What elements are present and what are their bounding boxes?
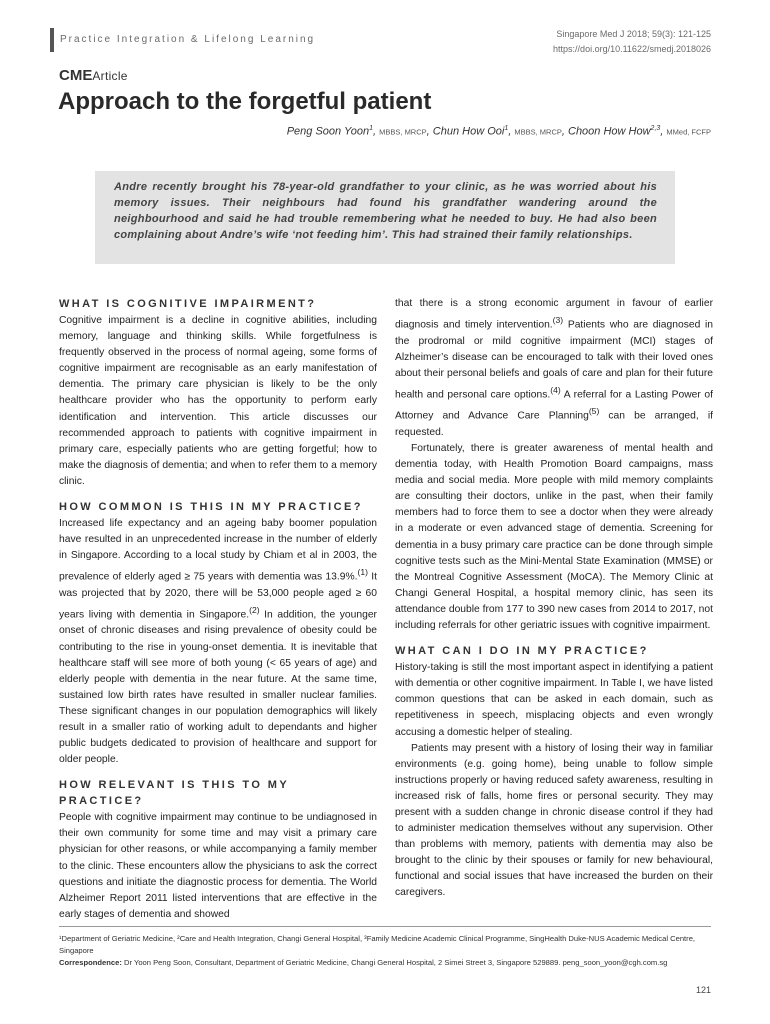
author-name: Chun How Ooi (432, 125, 505, 138)
doi-link[interactable]: https://doi.org/10.11622/smedj.2018026 (553, 44, 711, 54)
paragraph-text: Patients who are diagnosed in the prodromal or mild cognitive impairment (MCI) stages of Alzheimer’s disease can be encouraged to talk with their loved ones about their personal beliefs and goals of care and plan for their future health and personal care options. (395, 319, 713, 401)
section-heading: HOW COMMON IS THIS IN MY PRACTICE? (59, 501, 363, 514)
affiliations-footnote: ¹Department of Geriatric Medicine, ²Care and Health Integration, Changi General Hospital, ³Family Medicine Academic Clinical Programme, SingHealth Duke-NUS Academic Medical Centre, Singapore (59, 934, 696, 955)
paragraph: Patients may present with a history of losing their way in familiar environments (e.g. going home), being unable to follow simple instructions properly or having reduced safety awareness, resulting in increased risk of falls, home fires or personal security. They may present with a sudden change in chronic disease control if they had to administer medication themselves without any supervision. Other than problems with memory, patients with dementia may also be brought to the clinic by their spouses or family for new behavioural, functional and social issues that have increased the burden on their caregivers. (395, 742, 713, 899)
citation-ref[interactable]: (3) (552, 315, 564, 326)
right-column (395, 296, 713, 902)
citation-ref[interactable]: (5) (588, 406, 600, 417)
author-list: Peng Soon Yoon$^1$, MBBS, MRCP, Chun How Ooi$^1$, MBBS, MRCP, Choon How How$^{2,3}$, MMed, FCFP (286, 125, 711, 138)
section-heading: HOW RELEVANT IS THIS TO MY PRACTICE? (59, 779, 289, 808)
case-vignette-text: Andre recently brought his 78-year-old grandfather to your clinic, as he was worried about his memory issues. Their neighbours had found his grandfather wandering around the neighbourhood and said he had trouble remembering what he needed to buy. He had also been complaining about Andre’s wife ‘not feeding him’. This had strained their family relationships. (114, 181, 657, 241)
paragraph-text: Increased life expectancy and an ageing baby boomer population have resulted in an unprecedented increase in the number of elderly in Singapore. According to a local study by Chiam et al in 2003, the prevalence of elderly aged ≥ 75 years with dementia was 13.9%. (59, 518, 377, 583)
journal-citation (553, 27, 711, 57)
header-accent-bar (50, 28, 54, 52)
left-column (59, 296, 377, 923)
author-degrees: MBBS, MRCP (514, 127, 562, 137)
article-title: Approach to the forgetful patient (58, 88, 432, 115)
author-degrees: MMed, FCFP (666, 127, 711, 137)
paragraph: History-taking is still the most important aspect in identifying a patient with dementia or other cognitive impairment. In Table I, we have listed common questions that can be asked in each domain, such as repetitiveness in speech, misplacing objects and even wrongly accusing a domestic helper of stealing. (395, 662, 713, 738)
correspondence-text: Dr Yoon Peng Soon, Consultant, Department of Geriatric Medicine, Changi General Hospital, 2 Simei Street 3, Singapore 529889. peng_soon_yoon@cgh.com.sg (121, 958, 668, 967)
page-number: 121 (695, 985, 711, 995)
correspondence-label: Correspondence: (59, 958, 122, 967)
paragraph (59, 516, 377, 768)
paragraph-text: A referral for a Lasting Power of Attorney and Advance Care Planning (395, 389, 713, 422)
footer-divider (59, 926, 711, 927)
section-heading: WHAT CAN I DO IN MY PRACTICE? (395, 645, 649, 658)
citation-ref[interactable]: (4) (550, 384, 561, 395)
author-name: Choon How How (568, 125, 651, 138)
citation-ref[interactable]: (1) (357, 567, 368, 578)
paragraph: People with cognitive impairment may continue to be undiagnosed in their own community for some time and may visit a primary care physician for other reasons, or while accompanying a family member to the clinic. These encounters allow the physicians to ask the correct questions and initiate the diagnostic process for dementia. The World Alzheimer Report 2011 listed interventions that are effective in the early stages of dementia and showed (59, 812, 377, 920)
journal-reference: Singapore Med J 2018; 59(3): 121-125 (556, 29, 711, 39)
paragraph (395, 296, 713, 441)
author-affiliation: 1 (369, 125, 374, 132)
article-type-bold: CME (59, 67, 93, 84)
author-affiliation: 1 (504, 125, 509, 132)
paragraph-text: that there is a strong economic argument in favour of earlier diagnosis and timely intervention. (395, 298, 713, 331)
case-vignette-box (95, 171, 675, 264)
series-name: Practice Integration & Lifelong Learning (60, 34, 316, 45)
paragraph-text: In addition, the younger onset of chronic diseases and rising prevalence of obesity could be contributing to the rise in young-onset dementia. It is inevitable that healthcare staff will see more of both young (< 65 years of age) and elderly people with dementia in the near future. At the same time, sustained low birth rates have resulted in smaller nuclear families. These significant changes in our population demographics will likely result in a smaller ratio of working adult to dependants and higher public budgets dedicated to provision of healthcare and support for older people. (59, 609, 377, 766)
paragraph: Cognitive impairment is a decline in cognitive abilities, including memory, language and thinking skills. While forgetfulness is frequently observed in the process of normal ageing, some forms of cognitive impairment are recognisable as an early manifestation of dementia. The primary care physician is likely to be the only healthcare provider who has the opportunity to perform early identification and intervention. This article discusses our recommended approach to patients with cognitive impairment in primary care, especially patients who are getting forgetful; how to make the diagnosis of dementia; and when to refer them to a memory clinic. (59, 315, 377, 487)
author-affiliation: 2,3 (650, 125, 661, 132)
correspondence-note (59, 957, 711, 968)
paragraph-text: It was projected that by 2020, there will be 53,000 people aged ≥ 60 years living with dementia in Singapore. (59, 571, 377, 621)
author-degrees: MBBS, MRCP (379, 127, 427, 137)
article-type (59, 67, 128, 84)
section-heading: WHAT IS COGNITIVE IMPAIRMENT? (59, 298, 317, 310)
paragraph: Fortunately, there is greater awareness of mental health and dementia today, with Health Promotion Board campaigns, mass media and social media. More people with mild memory complaints are consulting their doctors, unlike in the past, when their family members had to force them to see a doctor when they were already in a moderate or even advanced stage of dementia. Screening for dementia in a busy primary care practice can be done through simple cognitive tests such as the Mini-Mental State Examination (MMSE) or the Montreal Cognitive Assessment (MoCA). The Memory Clinic at Changi General Hospital, a hospital memory clinic, has seen its attendance double from 177 to 390 new cases from 2014 to 2017, not including referrals for other geriatric issues with cognitive impairment. (395, 443, 713, 632)
author-name: Peng Soon Yoon (286, 125, 370, 138)
article-type-rest: Article (92, 69, 128, 83)
citation-ref[interactable]: (2) (249, 604, 260, 615)
paragraph-text: can be arranged, if requested. (395, 410, 713, 438)
